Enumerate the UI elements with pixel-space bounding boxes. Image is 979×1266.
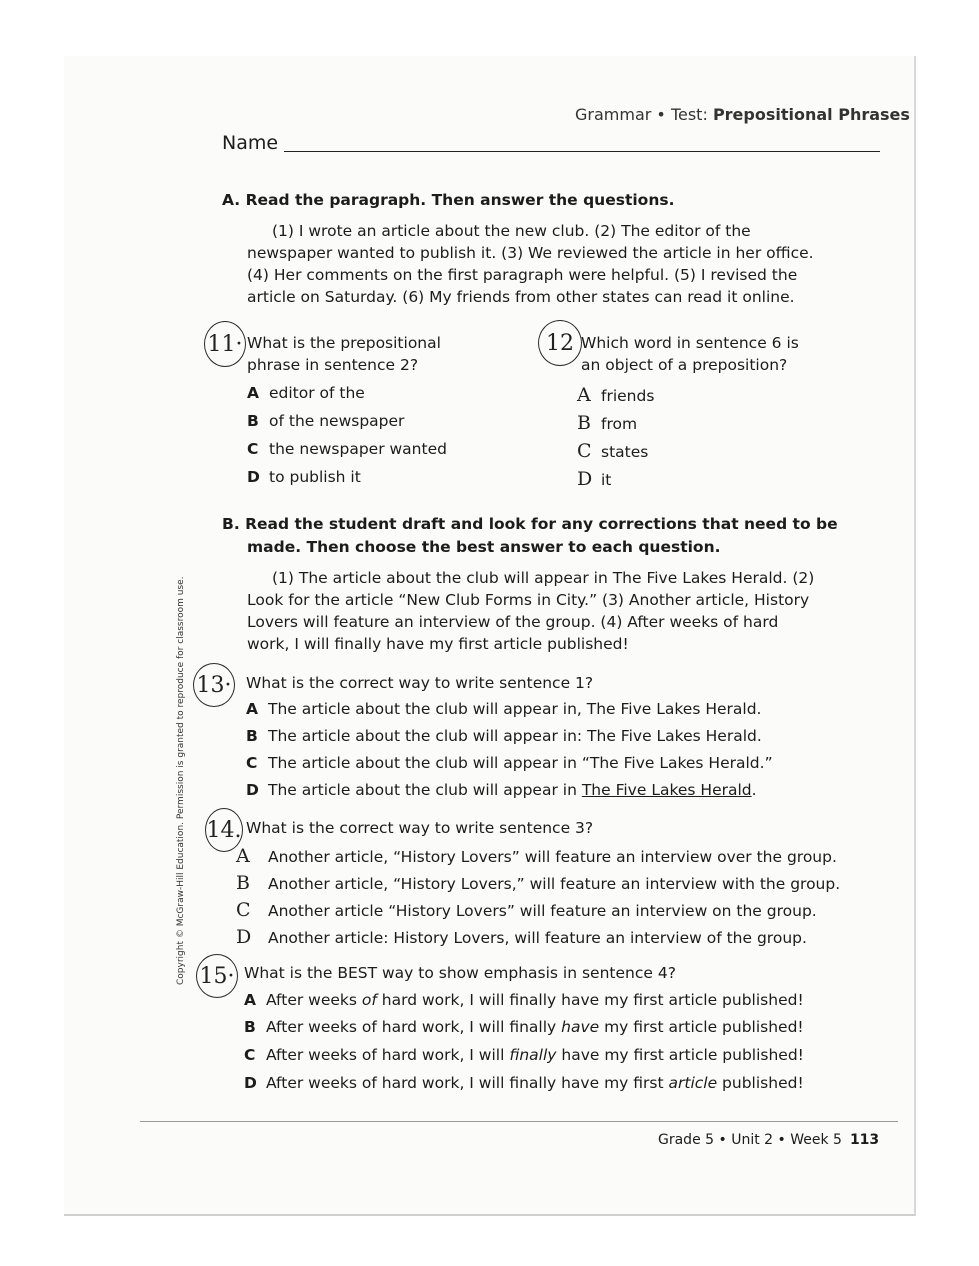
q12-stem-line: Which word in sentence 6 is	[581, 334, 799, 352]
option-text-emphasis: of	[361, 991, 377, 1009]
option-text: The article about the club will appear in: The Five Lakes Herald.	[268, 727, 762, 745]
q14-option-c[interactable]	[236, 899, 817, 921]
paragraph-b-line: Lovers will feature an interview of the group. (4) After weeks of hard	[247, 613, 779, 631]
page-number: 113	[849, 1132, 880, 1148]
option-text: The article about the club will appear in “The Five Lakes Herald.”	[268, 754, 773, 772]
option-text: Another article, “History Lovers,” will feature an interview with the group.	[268, 875, 841, 893]
q12-option-d[interactable]	[577, 468, 611, 490]
option-letter: D	[236, 926, 252, 948]
option-letter: B	[246, 727, 258, 745]
option-letter: A	[244, 991, 256, 1009]
option-text: of the newspaper	[269, 412, 405, 430]
q13-option-d[interactable]	[246, 781, 757, 799]
option-letter: D	[247, 468, 260, 486]
question-15-number-circle: 15·	[196, 954, 238, 998]
option-letter: D	[244, 1074, 257, 1092]
option-letter: B	[244, 1018, 256, 1036]
option-text: After weeks of hard work, I will	[266, 1046, 510, 1064]
q11-option-a[interactable]	[247, 384, 365, 402]
option-text: have my first article published!	[556, 1046, 804, 1064]
option-text: Another article, “History Lovers” will feature an interview over the group.	[268, 848, 837, 866]
q13-stem: What is the correct way to write sentence 1?	[246, 674, 594, 692]
option-text: After weeks of hard work, I will finally have my first	[266, 1074, 669, 1092]
header-title: Prepositional Phrases	[712, 105, 910, 124]
paragraph-a-line: newspaper wanted to publish it. (3) We reviewed the article in her office.	[247, 244, 814, 262]
option-text: my first article published!	[599, 1018, 804, 1036]
q11-option-b[interactable]	[247, 412, 404, 430]
option-letter: C	[236, 899, 251, 921]
option-text: the newspaper wanted	[269, 440, 447, 458]
option-text: states	[601, 443, 649, 461]
q11-stem-line: phrase in sentence 2?	[247, 356, 419, 374]
q13-option-a[interactable]	[246, 700, 761, 718]
q12-stem-line: an object of a preposition?	[581, 356, 788, 374]
option-text: to publish it	[269, 468, 361, 486]
section-a-heading: A. Read the paragraph. Then answer the questions.	[222, 191, 675, 209]
q12-option-c[interactable]	[577, 440, 648, 462]
q14-stem: What is the correct way to write sentence 3?	[246, 819, 594, 837]
q14-option-d[interactable]	[236, 926, 807, 948]
question-14-number-circle: 14.	[205, 808, 243, 852]
option-text-emphasis: article	[668, 1074, 718, 1092]
option-text: Another article: History Lovers, will feature an interview of the group.	[268, 929, 807, 947]
option-text-emphasis: finally	[509, 1046, 557, 1064]
question-12-number-circle: 12	[538, 320, 582, 366]
page-footer	[658, 1132, 879, 1148]
name-label: Name	[222, 132, 279, 154]
q11-option-c[interactable]	[247, 440, 447, 458]
option-text: The article about the club will appear in	[268, 781, 582, 799]
q15-option-b[interactable]	[244, 1018, 804, 1036]
q11-option-d[interactable]	[247, 468, 361, 486]
q14-option-a[interactable]	[236, 845, 837, 867]
q12-option-b[interactable]	[577, 412, 637, 434]
paragraph-a-line: (1) I wrote an article about the new club. (2) The editor of the	[272, 222, 751, 240]
option-text-emphasis: have	[561, 1018, 600, 1036]
question-11-number-circle: 11·	[204, 321, 246, 367]
option-text: from	[601, 415, 638, 433]
option-letter: A	[236, 845, 250, 867]
paragraph-a-line: (4) Her comments on the first paragraph were helpful. (5) I revised the	[247, 266, 798, 284]
header-prefix: Grammar • Test:	[575, 105, 708, 124]
option-letter: C	[246, 754, 258, 772]
q15-stem: What is the BEST way to show emphasis in sentence 4?	[244, 964, 676, 982]
option-letter: B	[247, 412, 259, 430]
option-letter: D	[246, 781, 259, 799]
section-b-heading: B. Read the student draft and look for any corrections that need to be	[222, 515, 838, 533]
option-text: published!	[717, 1074, 804, 1092]
option-letter: C	[244, 1046, 256, 1064]
option-letter: A	[247, 384, 259, 402]
option-letter: A	[577, 384, 591, 406]
question-13-number-circle: 13·	[193, 663, 235, 707]
footer-divider	[140, 1121, 898, 1122]
option-letter: B	[577, 412, 591, 434]
q13-option-c[interactable]	[246, 754, 773, 772]
option-text-underlined: The Five Lakes Herald	[581, 781, 752, 799]
q14-option-b[interactable]	[236, 872, 840, 894]
copyright-side-text: Copyright © McGraw-Hill Education. Permission is granted to reproduce for classroom use.	[176, 576, 186, 985]
page-header	[575, 105, 910, 124]
option-text: friends	[601, 387, 655, 405]
option-text: After weeks of hard work, I will finally	[266, 1018, 562, 1036]
q11-stem-line: What is the prepositional	[247, 334, 441, 352]
paragraph-a-line: article on Saturday. (6) My friends from other states can read it online.	[247, 288, 795, 306]
option-letter: D	[577, 468, 593, 490]
option-text: Another article “History Lovers” will feature an interview on the group.	[268, 902, 817, 920]
paragraph-b-line: Look for the article “New Club Forms in City.” (3) Another article, History	[247, 591, 810, 609]
paragraph-b-line: work, I will finally have my first article published!	[247, 635, 629, 653]
q15-option-c[interactable]	[244, 1046, 804, 1064]
paragraph-b-line: (1) The article about the club will appear in The Five Lakes Herald. (2)	[272, 569, 815, 587]
option-letter: B	[236, 872, 250, 894]
name-line	[284, 151, 880, 152]
q13-option-b[interactable]	[246, 727, 762, 745]
option-text: it	[601, 471, 612, 489]
option-text-end: .	[751, 781, 757, 799]
q15-option-a[interactable]	[244, 991, 804, 1009]
option-text: hard work, I will finally have my first article published!	[376, 991, 804, 1009]
option-letter: C	[247, 440, 259, 458]
q12-option-a[interactable]	[577, 384, 654, 406]
option-text: The article about the club will appear in, The Five Lakes Herald.	[268, 700, 762, 718]
option-text: editor of the	[269, 384, 365, 402]
footer-text: Grade 5 • Unit 2 • Week 5	[658, 1132, 842, 1148]
section-b-heading-cont: made. Then choose the best answer to each question.	[247, 538, 721, 556]
option-letter: A	[246, 700, 258, 718]
option-letter: C	[577, 440, 592, 462]
q15-option-d[interactable]	[244, 1074, 804, 1092]
option-text: After weeks	[266, 991, 362, 1009]
